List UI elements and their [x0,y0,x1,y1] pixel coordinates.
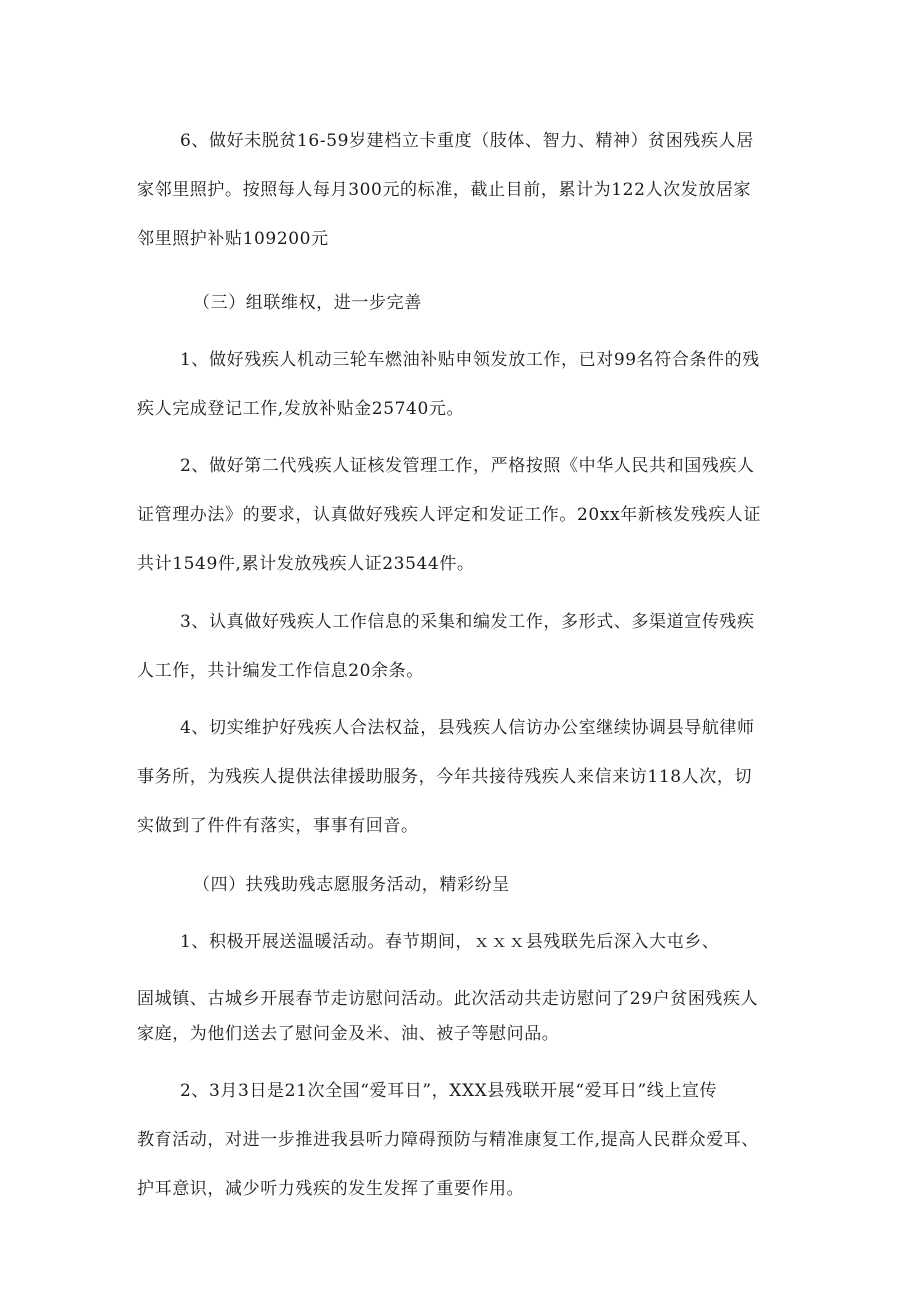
paragraph-2-line-1: 2、做好第二代残疾人证核发管理工作，严格按照《中华人民共和国残疾人 [180,456,755,476]
paragraph-6-line-3: 邻里照护补贴109200元 [137,229,329,249]
paragraph-6-line-2: 家邻里照护。按照每人每月300元的标准，截止目前，累计为122人次发放居家 [137,180,752,200]
paragraph-2-line-2: 证管理办法》的要求，认真做好残疾人评定和发证工作。20xx年新核发残疾人证 [137,505,762,525]
paragraph-6-line-1: 6、做好未脱贫16-59岁建档立卡重度（肢体、智力、精神）贫困残疾人居 [180,131,754,151]
paragraph-1-line-1: 1、做好残疾人机动三轮车燃油补贴申领发放工作，已对99名符合条件的残 [180,350,760,370]
activity-2-line-1: 2、3月3日是21次全国“爱耳日”，XXX县残联开展“爱耳日”线上宣传 [180,1081,718,1101]
paragraph-4-line-2: 事务所，为残疾人提供法律援助服务，今年共接待残疾人来信来访118人次，切 [137,767,753,787]
activity-2-line-3: 护耳意识，减少听力残疾的发生发挥了重要作用。 [137,1179,525,1199]
section-heading-3: （三）组联维权，进一步完善 [193,293,422,313]
activity-1-line-2: 固城镇、古城乡开展春节走访慰问活动。此次活动共走访慰问了29户贫困残疾人 [137,989,759,1009]
activity-1-line-3: 家庭，为他们送去了慰问金及米、油、被子等慰问品。 [137,1024,560,1044]
activity-2-line-2: 教育活动，对进一步推进我县听力障碍预防与精准康复工作,提高人民群众爱耳、 [137,1130,760,1150]
section-heading-4: （四）扶残助残志愿服务活动，精彩纷呈 [193,875,510,895]
paragraph-3-line-1: 3、认真做好残疾人工作信息的采集和编发工作，多形式、多渠道宣传残疾 [180,612,755,632]
activity-1-line-1: 1、积极开展送温暖活动。春节期间，ｘｘｘ县残联先后深入大屯乡、 [180,932,720,952]
paragraph-3-line-2: 人工作，共计编发工作信息20余条。 [137,661,424,681]
paragraph-4-line-3: 实做到了件件有落实，事事有回音。 [137,816,419,836]
paragraph-2-line-3: 共计1549件,累计发放残疾人证23544件。 [137,554,475,574]
paragraph-1-line-2: 疾人完成登记工作,发放补贴金25740元。 [137,399,465,419]
paragraph-4-line-1: 4、切实维护好残疾人合法权益，县残疾人信访办公室继续协调县导航律师 [180,718,755,738]
